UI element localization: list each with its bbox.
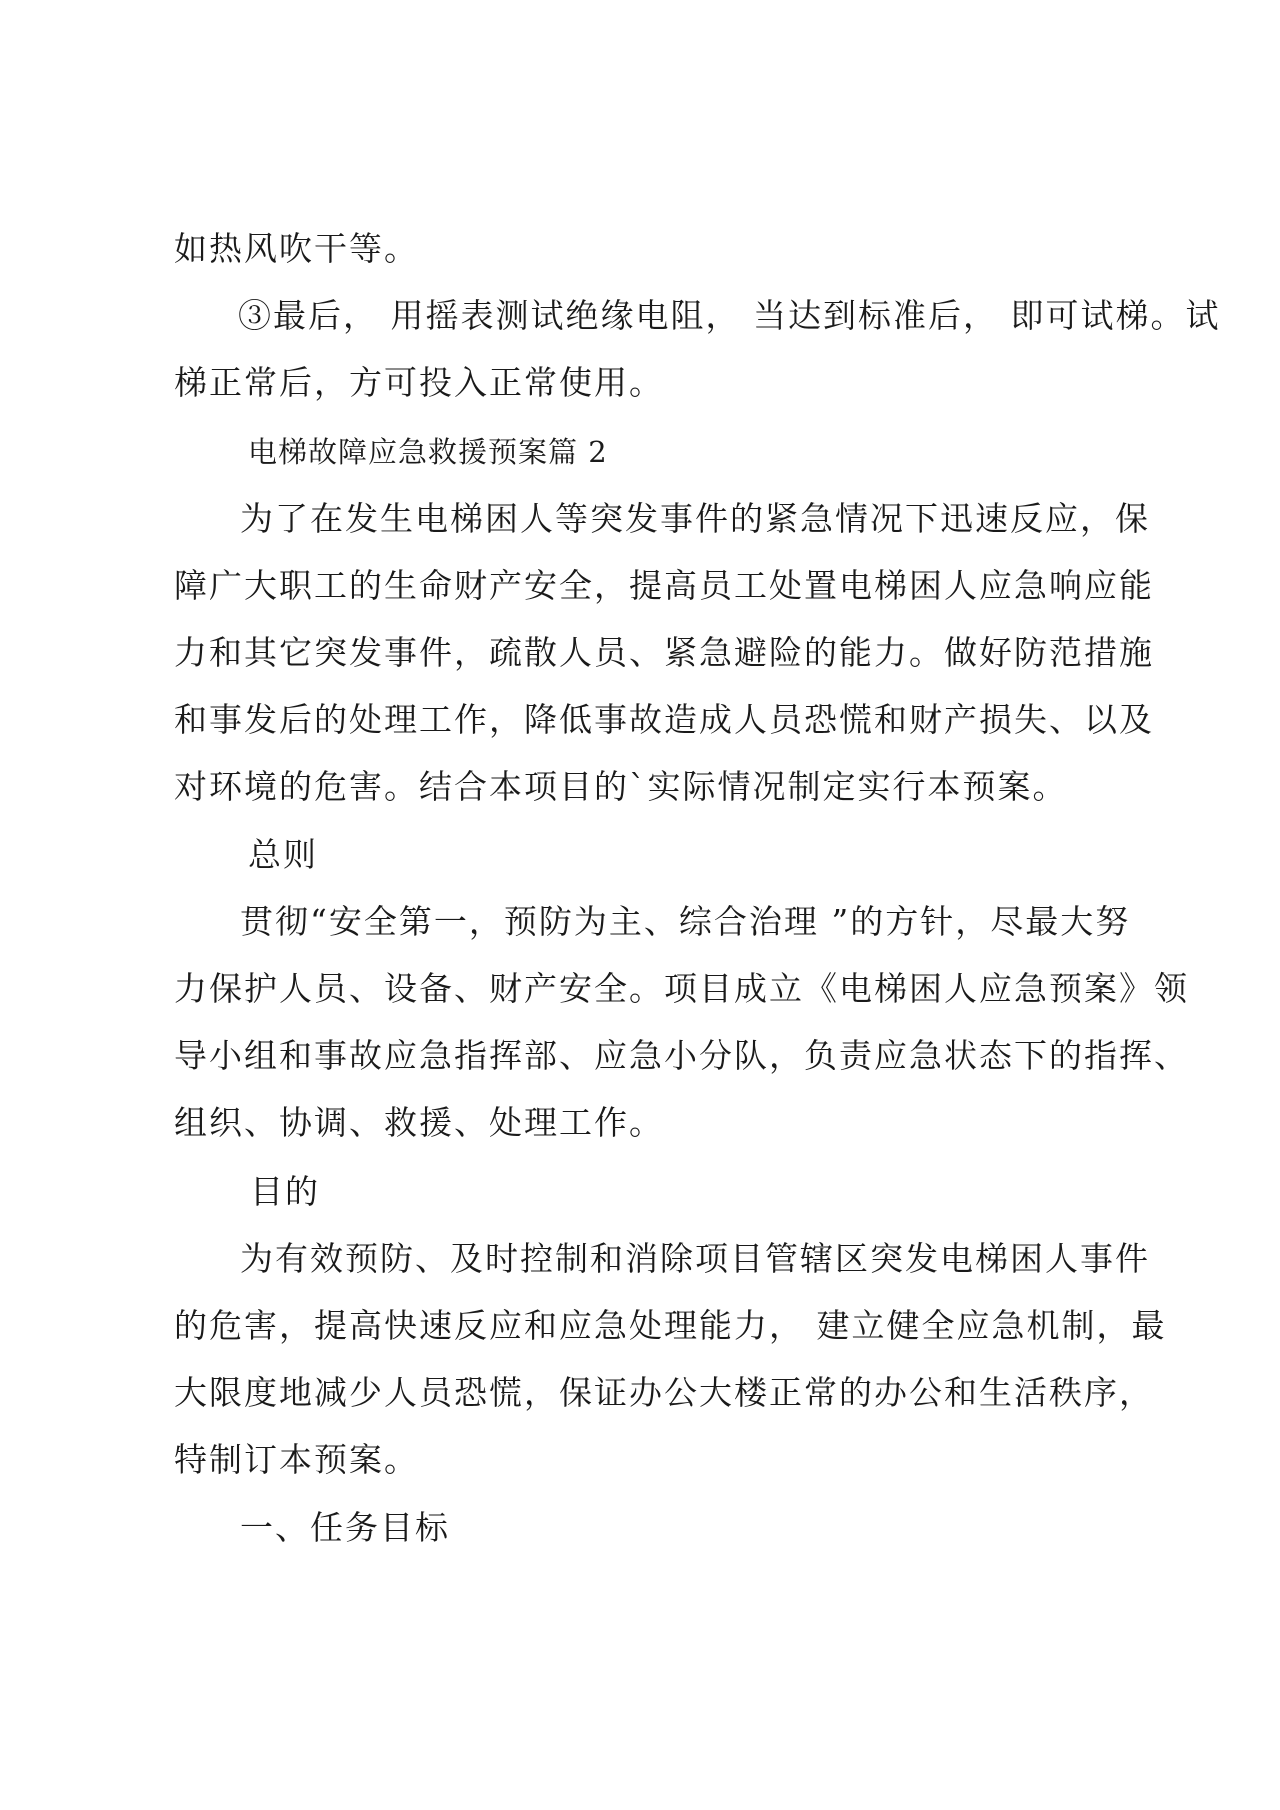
paragraph-line: 如热风吹干等。 — [174, 229, 419, 268]
paragraph-line: 大限度地减少人员恐慌，保证办公大楼正常的办公和生活秩序， — [174, 1373, 1154, 1412]
paragraph-line: ③最后， 用摇表测试绝缘电阻， 当达到标准后， 即可试梯。试 — [238, 296, 1221, 335]
paragraph-line: 力保护人员、设备、财产安全。项目成立《电梯困人应急预案》领 — [174, 969, 1189, 1008]
paragraph-line: 梯正常后，方可投入正常使用。 — [174, 363, 664, 402]
paragraph-line: 特制订本预案。 — [174, 1440, 419, 1479]
section-heading: 一、任务目标 — [240, 1508, 450, 1547]
paragraph-line: 障广大职工的生命财产安全，提高员工处置电梯困人应急响应能 — [174, 566, 1154, 605]
paragraph-line: 的危害，提高快速反应和应急处理能力， 建立健全应急机制，最 — [174, 1306, 1167, 1345]
paragraph-line: 贯彻“安全第一，预防为主、综合治理 ”的方针，尽最大努 — [240, 902, 1131, 941]
section-heading: 电梯故障应急救援预案篇 2 — [248, 435, 608, 469]
paragraph-line: 为了在发生电梯困人等突发事件的紧急情况下迅速反应，保 — [240, 499, 1150, 538]
paragraph-line: 力和其它突发事件，疏散人员、紧急避险的能力。做好防范措施 — [174, 633, 1154, 672]
paragraph-line: 对环境的危害。结合本项目的`实际情况制定实行本预案。 — [174, 767, 1068, 806]
section-heading: 总则 — [248, 835, 318, 874]
paragraph-line: 组织、协调、救援、处理工作。 — [174, 1103, 664, 1142]
section-heading: 目的 — [250, 1172, 320, 1211]
paragraph-line: 为有效预防、及时控制和消除项目管辖区突发电梯困人事件 — [240, 1239, 1150, 1278]
paragraph-line: 导小组和事故应急指挥部、应急小分队，负责应急状态下的指挥、 — [174, 1036, 1189, 1075]
paragraph-line: 和事发后的处理工作，降低事故造成人员恐慌和财产损失、以及 — [174, 700, 1154, 739]
